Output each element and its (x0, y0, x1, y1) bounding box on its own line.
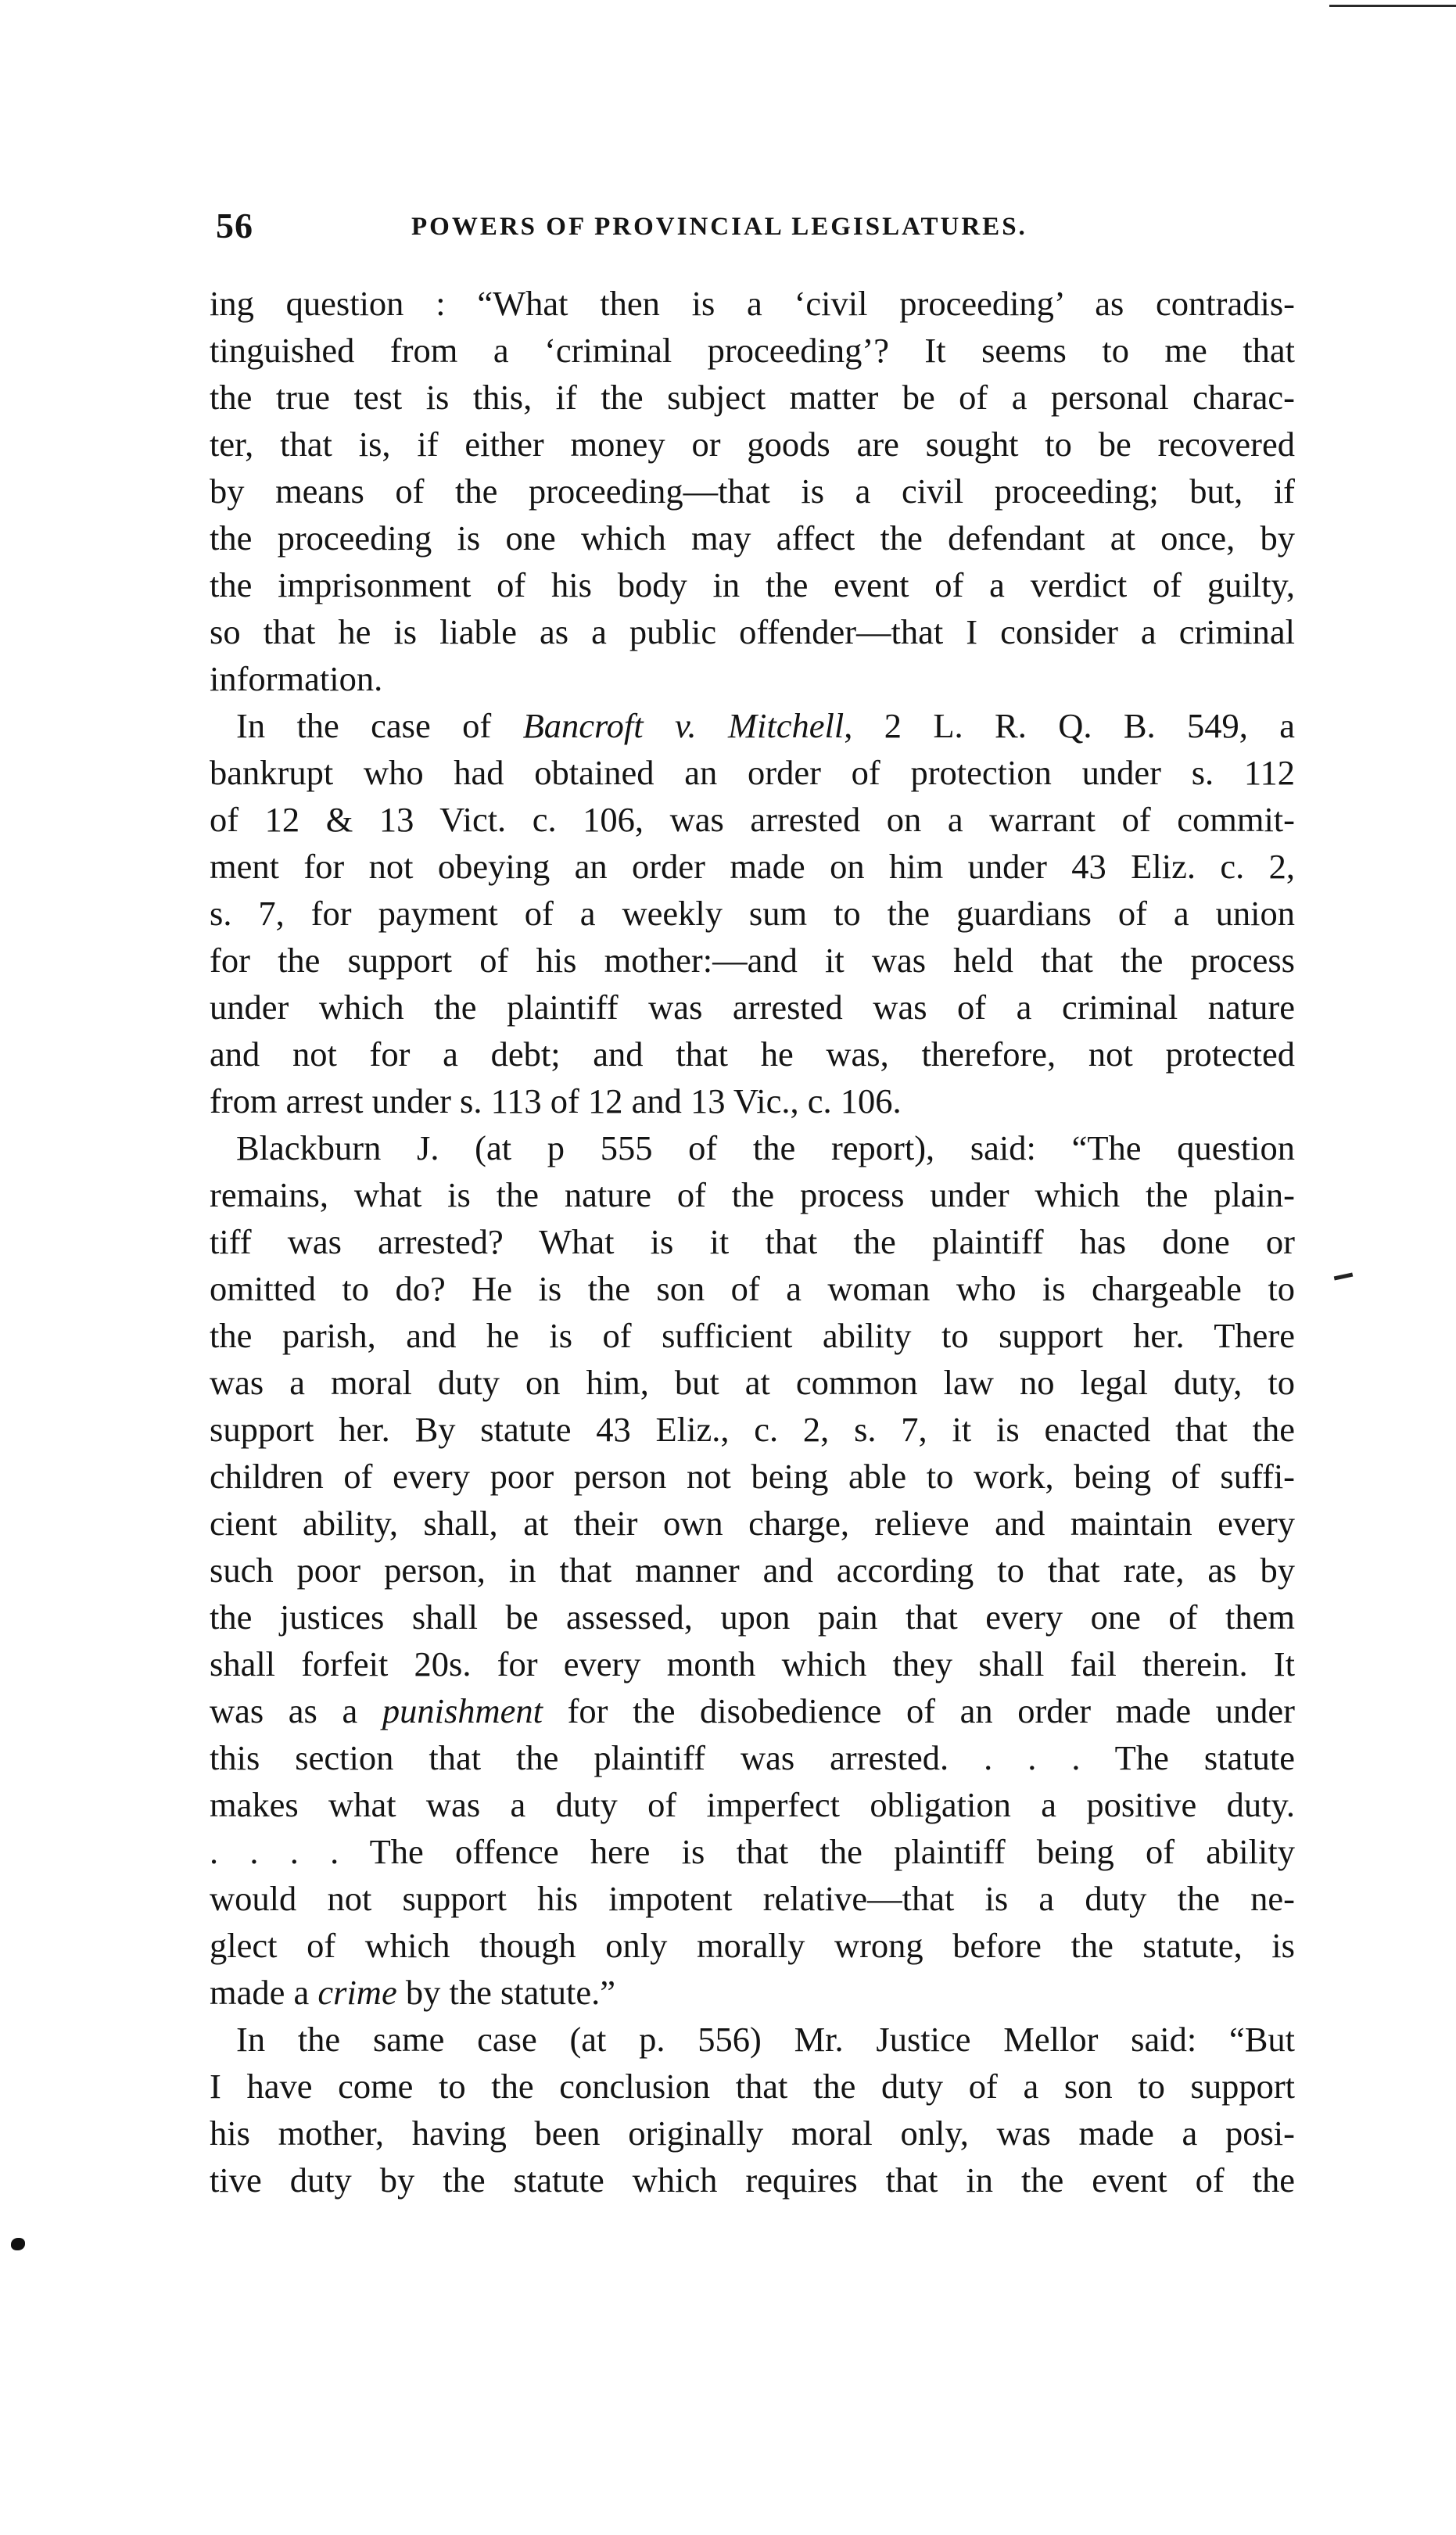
paragraph-1 (210, 280, 1295, 702)
text-line: his mother, having been originally moral only, was made a posi- (210, 2114, 1295, 2153)
text-line: would not support his impotent relative—that is a duty the ne- (210, 1879, 1295, 1918)
text-line: tiff was arrested? What is it that the plaintiff has done or (210, 1222, 1295, 1261)
italic-term: crime (317, 1973, 397, 2012)
text-line: In the same case (at p. 556) Mr. Justice Mellor said: “But (236, 2020, 1295, 2059)
text-line: I have come to the conclusion that the duty of a son to support (210, 2067, 1295, 2106)
text-line: was a moral duty on him, but at common law no legal duty, to (210, 1363, 1295, 1402)
text-line: the parish, and he is of sufficient ability to support her. There (210, 1316, 1295, 1355)
text-line: such poor person, in that manner and according to that rate, as by (210, 1551, 1295, 1590)
text-line: ter, that is, if either money or goods are sought to be recovered (210, 425, 1295, 464)
text-line: the true test is this, if the subject matter be of a personal charac- (210, 378, 1295, 417)
text-line: the proceeding is one which may affect the defendant at once, by (210, 518, 1295, 558)
text-line: information. (210, 659, 383, 698)
running-head (216, 205, 1295, 252)
text-line: glect of which though only morally wrong before the statute, is (210, 1926, 1295, 1965)
text-line: children of every poor person not being able to work, being of suffi- (210, 1457, 1295, 1496)
text-line: so that he is liable as a public offender—that I consider a criminal (210, 612, 1295, 651)
margin-pen-mark (1334, 1273, 1354, 1281)
text-line: ing question : “What then is a ‘civil proceeding’ as contradis- (210, 284, 1295, 323)
text-line: omitted to do? He is the son of a woman who is chargeable to (210, 1269, 1295, 1308)
top-edge-rule (1329, 5, 1456, 7)
text-line: from arrest under s. 113 of 12 and 13 Vic., c. 106. (210, 1081, 902, 1120)
margin-ink-blot (11, 2238, 25, 2250)
running-head-title: POWERS OF PROVINCIAL LEGISLATURES. (411, 213, 1027, 241)
text-line: shall forfeit 20s. for every month which they shall fail therein. It (210, 1644, 1295, 1683)
text-line: by means of the proceeding—that is a civil proceeding; but, if (210, 472, 1295, 511)
paragraph-3 (210, 1124, 1295, 2016)
text-line: was as a punishment for the disobedience of an order made under (210, 1691, 1295, 1730)
text-line: under which the plaintiff was arrested was of a criminal nature (210, 988, 1295, 1027)
text-line: makes what was a duty of imperfect obligation a positive duty. (210, 1785, 1295, 1824)
text-fragment: In the case of (236, 706, 523, 745)
text-line: support her. By statute 43 Eliz., c. 2, s. 7, it is enacted that the (210, 1410, 1295, 1449)
text-line: tinguished from a ‘criminal proceeding’? It seems to me that (210, 331, 1295, 370)
text-line: Blackburn J. (at p 555 of the report), said: “The question (236, 1128, 1295, 1167)
paragraph-4 (210, 2016, 1295, 2203)
text-line: and not for a debt; and that he was, therefore, not protected (210, 1034, 1295, 1074)
text-line: s. 7, for payment of a weekly sum to the guardians of a union (210, 894, 1295, 933)
text-line: ment for not obeying an order made on him under 43 Eliz. c. 2, (210, 847, 1295, 886)
text-line: for the support of his mother:—and it was held that the process (210, 941, 1295, 980)
page-number: 56 (216, 206, 253, 246)
text-line: . . . . The offence here is that the plaintiff being of ability (210, 1832, 1295, 1871)
text-line: of 12 & 13 Vict. c. 106, was arrested on a warrant of commit- (210, 800, 1295, 839)
text-line: made a crime by the statute.” (210, 1973, 615, 2012)
text-line: the justices shall be assessed, upon pain that every one of them (210, 1597, 1295, 1637)
case-name: Bancroft v. Mitchell (522, 706, 845, 745)
text-fragment: , 2 L. R. Q. B. 549, a (844, 706, 1295, 745)
text-line: tive duty by the statute which requires that in the event of the (210, 2160, 1295, 2200)
italic-term: punishment (382, 1691, 543, 1730)
text-line: remains, what is the nature of the process under which the plain- (210, 1175, 1295, 1214)
text-line: the imprisonment of his body in the event of a verdict of guilty, (210, 565, 1295, 604)
text-line: this section that the plaintiff was arrested. . . . The statute (210, 1738, 1295, 1777)
text-line-with-case-name (210, 702, 1295, 749)
text-line: cient ability, shall, at their own charge, relieve and maintain every (210, 1504, 1295, 1543)
body-text (210, 280, 1295, 2203)
paragraph-2 (210, 702, 1295, 1124)
text-line: bankrupt who had obtained an order of protection under s. 112 (210, 753, 1295, 792)
